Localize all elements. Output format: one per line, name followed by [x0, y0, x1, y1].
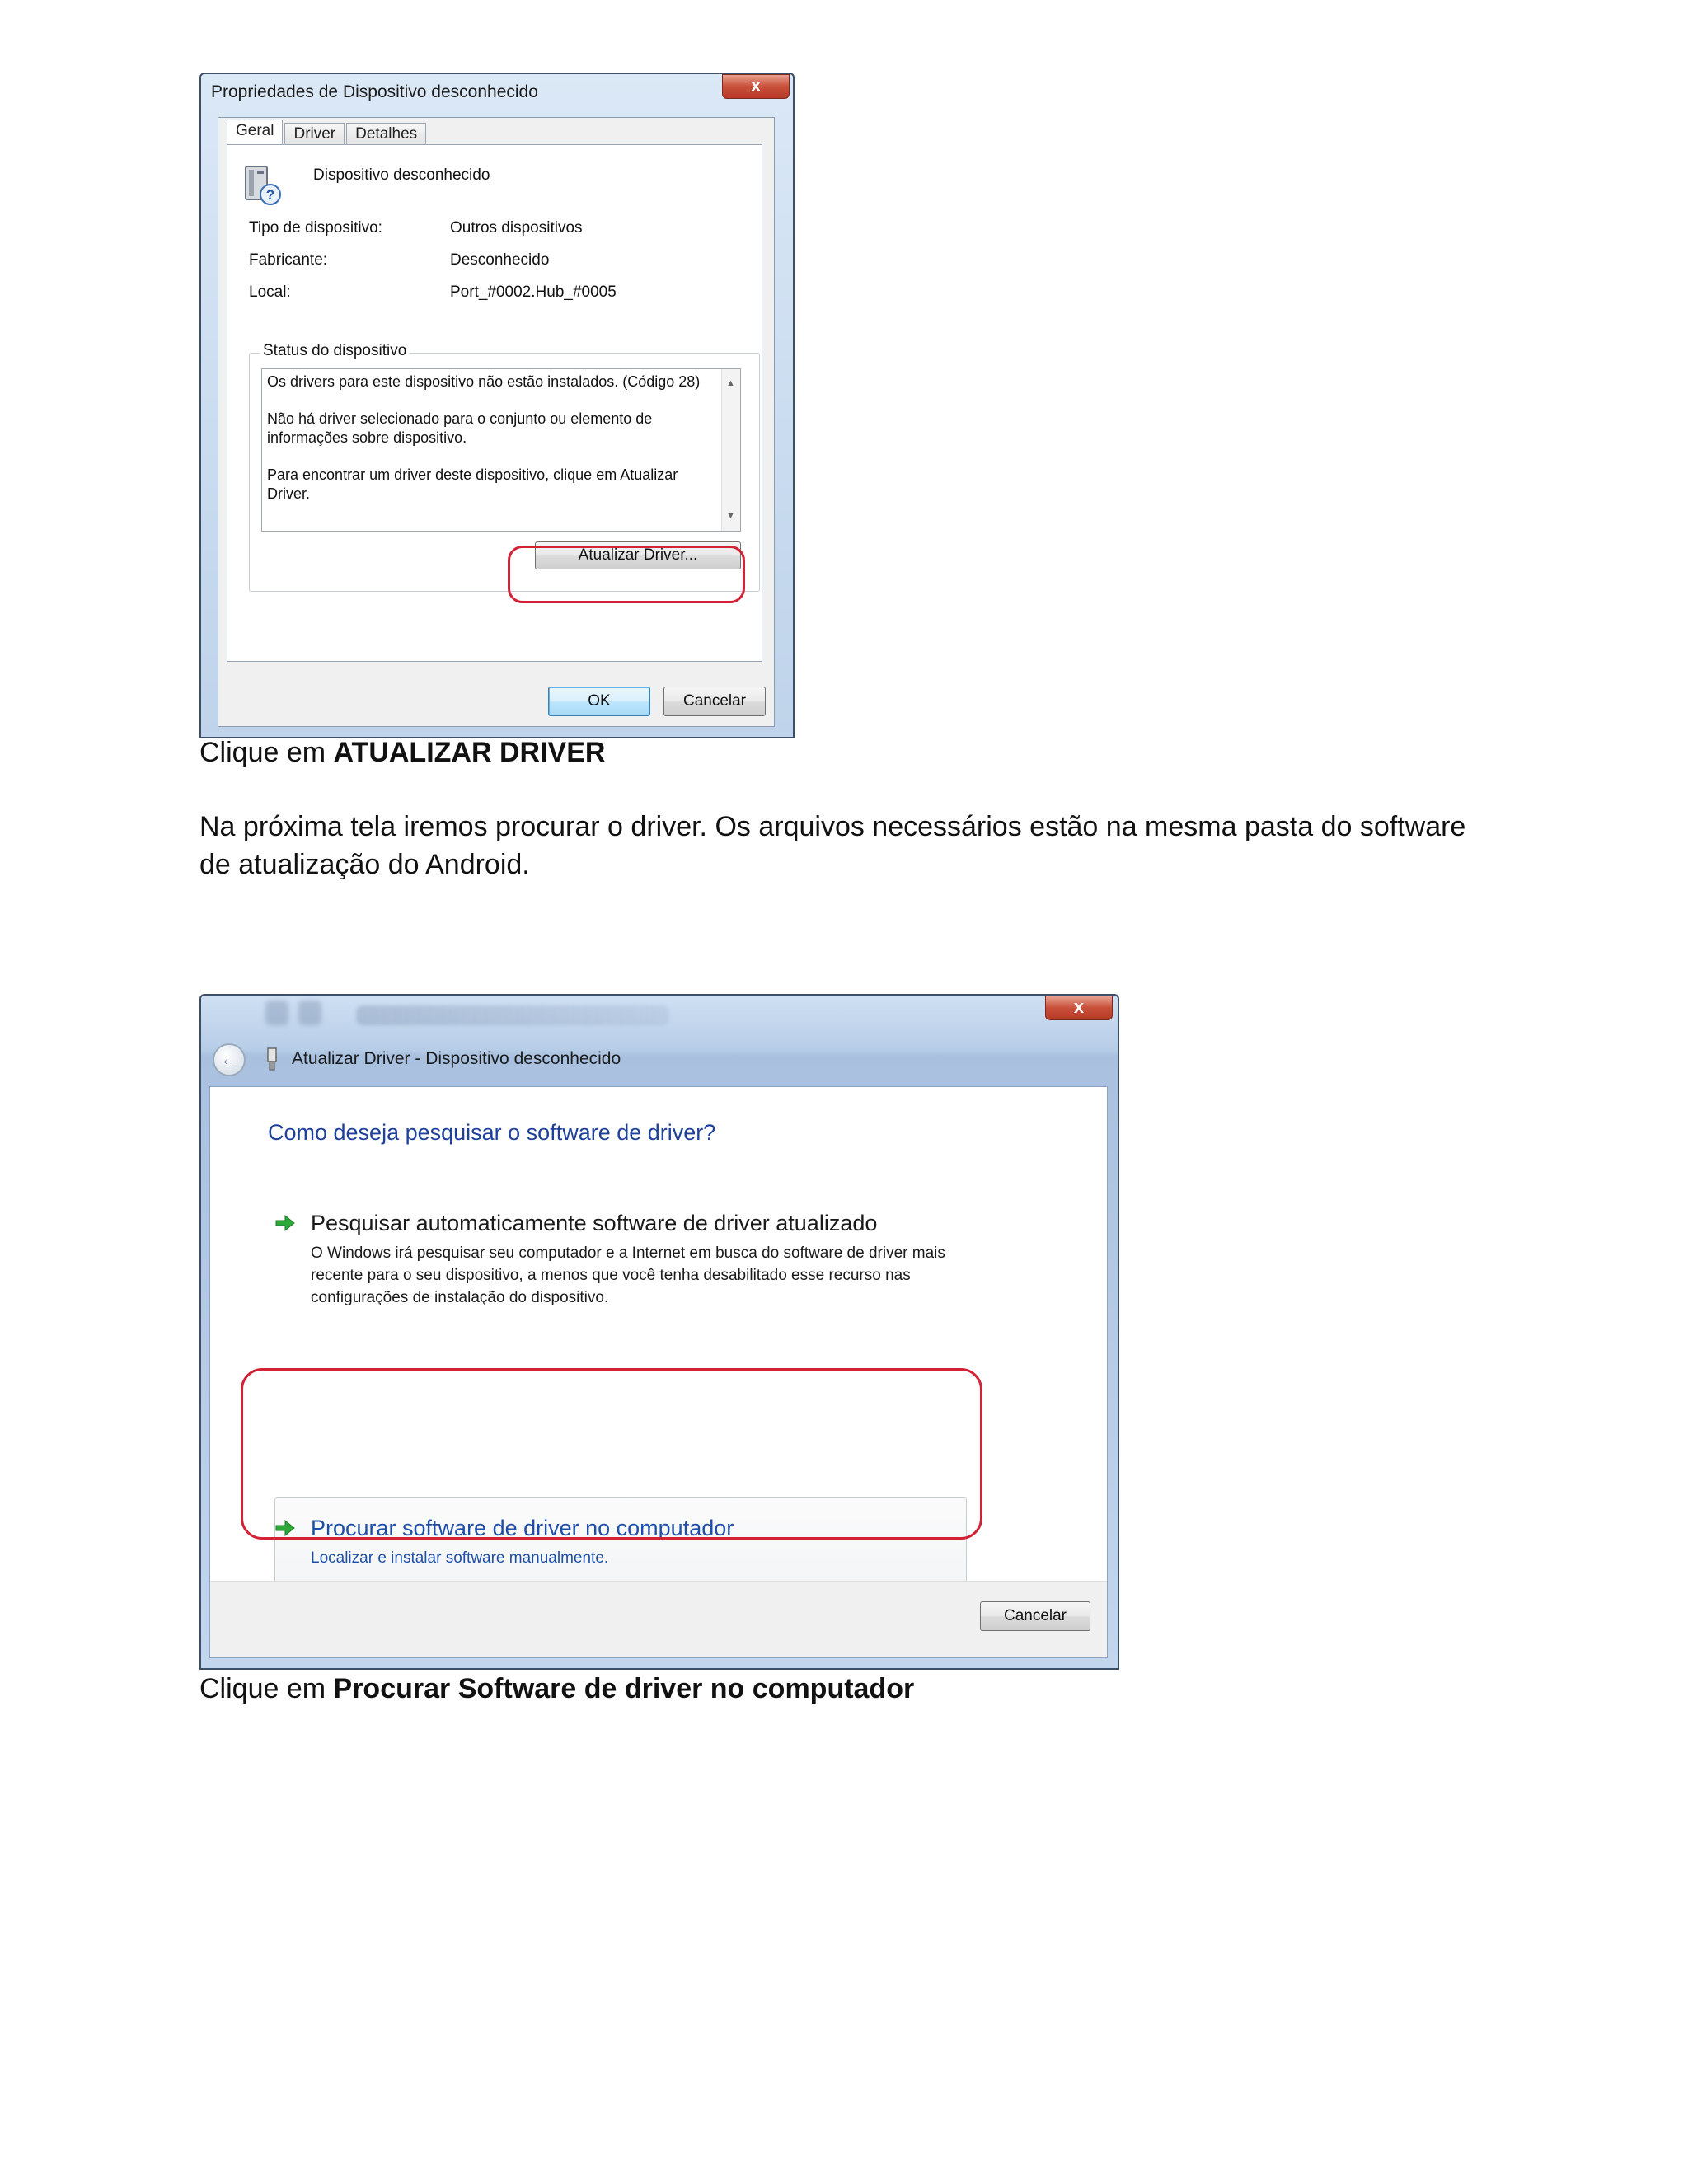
dialog-client-area — [218, 117, 775, 727]
unknown-device-icon — [239, 162, 287, 209]
wizard-breadcrumb: Atualizar Driver - Dispositivo desconhecido — [292, 1049, 621, 1068]
caption-browse-computer: Clique em Procurar Software de driver no computador — [199, 1673, 915, 1704]
highlight-ring — [241, 1368, 982, 1540]
device-type-label: Tipo de dispositivo: — [249, 219, 382, 237]
green-arrow-icon — [274, 1214, 296, 1232]
manufacturer-value: Desconhecido — [450, 251, 550, 269]
update-driver-button[interactable]: Atualizar Driver... — [535, 541, 741, 569]
usb-plug-icon — [265, 1047, 279, 1071]
cancel-button[interactable]: Cancelar — [980, 1601, 1090, 1631]
tab-driver[interactable]: Driver — [284, 123, 345, 144]
update-driver-wizard — [199, 994, 1119, 1670]
dialog-title: Propriedades de Dispositivo desconhecido — [211, 82, 538, 101]
caption-update-driver: Clique em ATUALIZAR DRIVER — [199, 737, 606, 768]
close-button[interactable] — [722, 74, 790, 99]
scroll-down-icon[interactable]: ▼ — [726, 511, 735, 521]
status-line: Os drivers para este dispositivo não estão instalados. (Código 28) — [267, 373, 701, 390]
caption-bold: ATUALIZAR DRIVER — [333, 737, 606, 768]
wizard-question: Como deseja pesquisar o software de driver? — [268, 1120, 716, 1145]
device-properties-dialog — [199, 73, 795, 738]
device-status-title: Status do dispositivo — [260, 342, 410, 360]
blurred-icon — [265, 1001, 288, 1025]
status-scrollbar[interactable] — [721, 369, 740, 531]
location-label: Local: — [249, 284, 291, 301]
scroll-up-icon[interactable]: ▲ — [726, 378, 735, 388]
option-search-automatically[interactable] — [274, 1211, 983, 1310]
device-name: Dispositivo desconhecido — [313, 166, 490, 184]
option-description: Localizar e instalar software manualmente. — [311, 1549, 609, 1567]
tab-details[interactable]: Detalhes — [346, 123, 426, 144]
caption-bold: Procurar Software de driver no computador — [333, 1673, 915, 1704]
status-textbox[interactable] — [261, 368, 741, 532]
close-button[interactable] — [1045, 996, 1113, 1020]
cancel-button[interactable]: Cancelar — [663, 687, 766, 716]
highlight-ring — [508, 546, 745, 603]
status-line: Não há driver selecionado para o conjunto ou elemento de informações sobre dispositivo. — [267, 410, 653, 446]
tab-strip — [227, 123, 428, 146]
device-type-value: Outros dispositivos — [450, 219, 583, 237]
help-badge-icon — [260, 185, 280, 204]
status-line: Para encontrar um driver deste dispositivo, clique em Atualizar Driver. — [267, 466, 678, 502]
location-value: Port_#0002.Hub_#0005 — [450, 284, 617, 301]
option-title: Pesquisar automaticamente software de driver atualizado — [311, 1211, 878, 1235]
manufacturer-label: Fabricante: — [249, 251, 328, 269]
ok-button[interactable]: OK — [548, 687, 650, 716]
close-icon: x — [1073, 996, 1085, 1017]
tab-general[interactable]: Geral — [227, 120, 283, 146]
close-icon: x — [750, 75, 762, 96]
back-arrow-icon[interactable]: ← — [213, 1043, 246, 1076]
instruction-paragraph: Na próxima tela iremos procurar o driver. Os arquivos necessários estão na mesma pasta do software de atualização do Android. — [199, 811, 1466, 880]
blurred-icon — [298, 1001, 321, 1025]
wizard-footer — [210, 1581, 1107, 1657]
blurred-background-title — [356, 1005, 669, 1025]
svg-text:?: ? — [265, 187, 275, 203]
option-title: Procurar software de driver no computador — [311, 1516, 734, 1540]
option-description: O Windows irá pesquisar seu computador e a Internet em busca do software de driver mais recente para o seu dispositivo, a menos que você tenha desabilitado esse recurso nas configurações de instalação do dispositivo. — [311, 1244, 945, 1306]
